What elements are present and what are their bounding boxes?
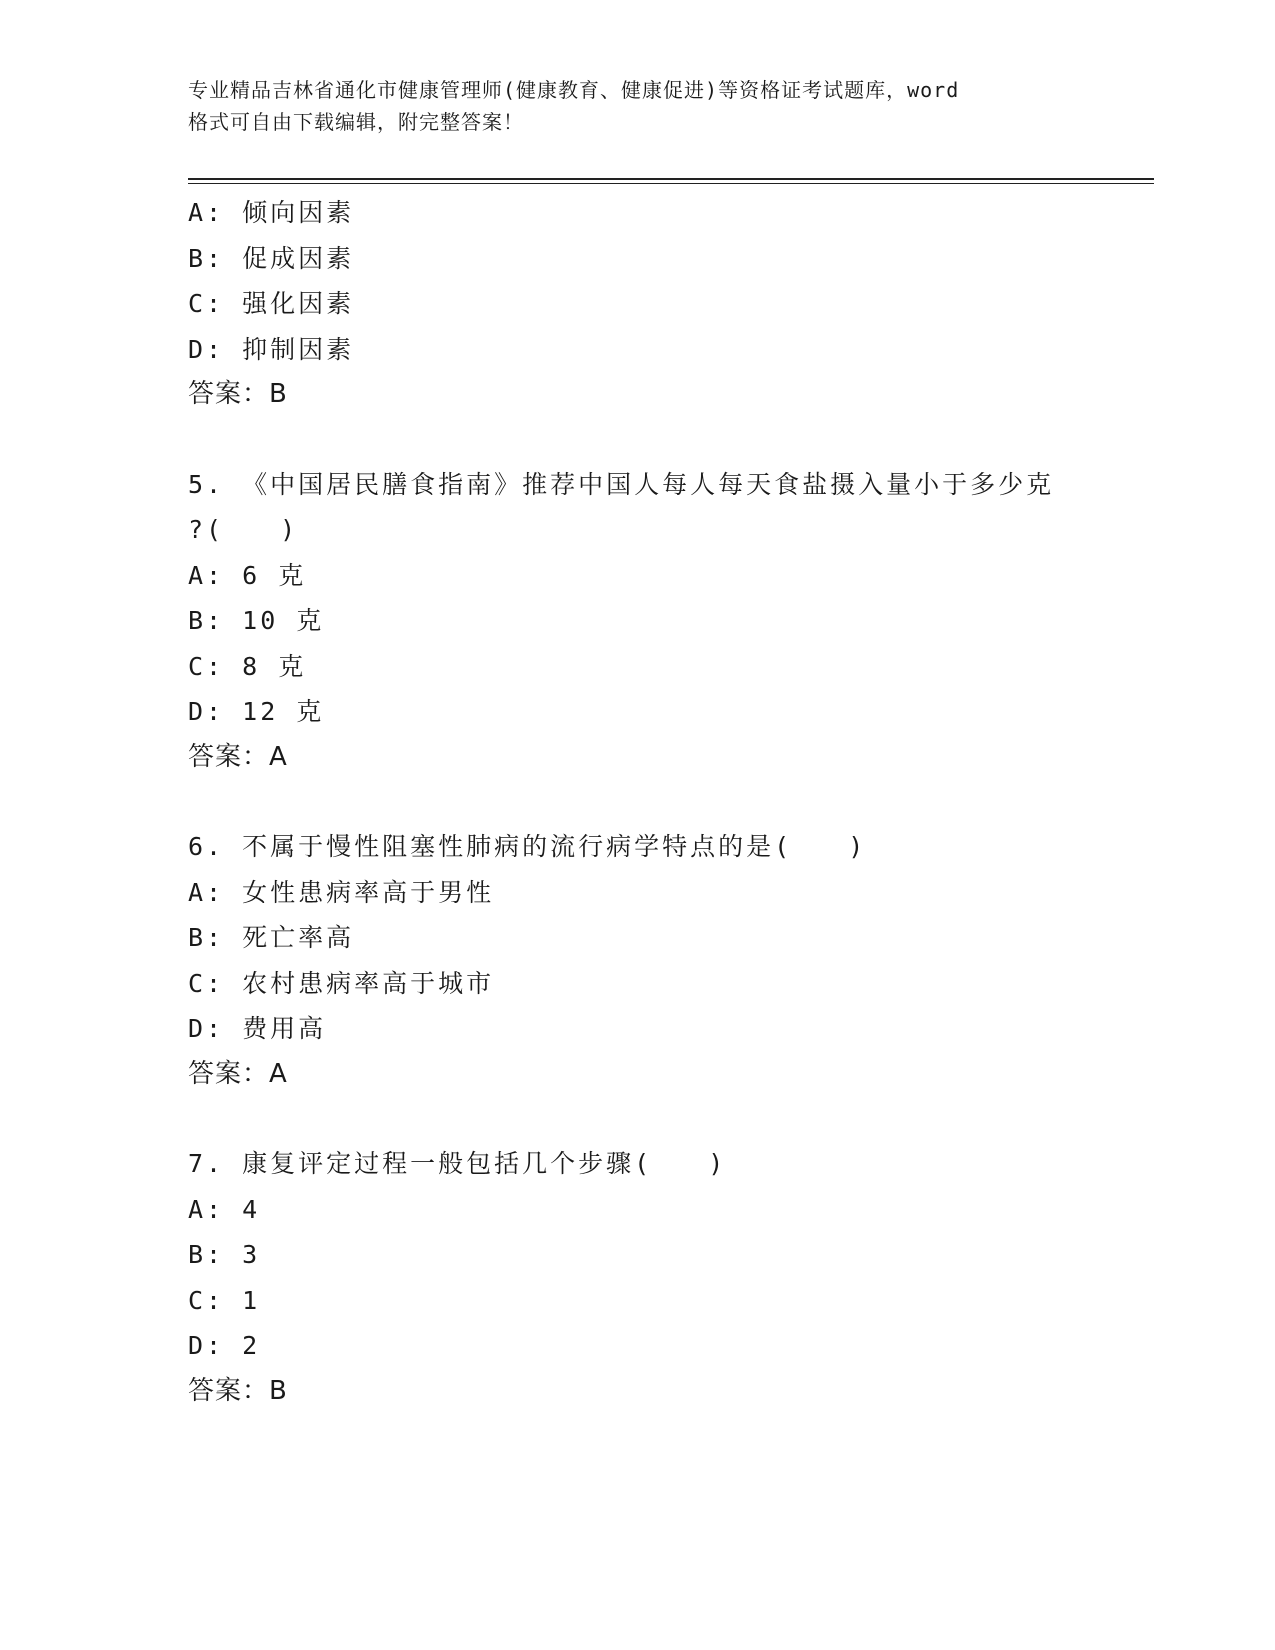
option-a: A: 4 <box>188 1194 261 1224</box>
option-c: C: 强化因素 <box>188 289 355 318</box>
header-divider-thick <box>188 178 1154 180</box>
option-b: B: 死亡率高 <box>188 923 355 952</box>
question-stem: 7. 康复评定过程一般包括几个步骤( ) <box>188 1149 727 1178</box>
question-7 <box>188 1141 1154 1414</box>
header-line-2: 格式可自由下载编辑，附完整答案！ <box>188 110 524 134</box>
question-6 <box>188 824 1154 1097</box>
option-a: A: 倾向因素 <box>188 198 355 227</box>
answer: 答案：B <box>188 379 288 409</box>
option-b: B: 10 克 <box>188 606 325 635</box>
option-a: A: 女性患病率高于男性 <box>188 877 495 907</box>
question-list <box>188 190 1154 1414</box>
option-b: B: 促成因素 <box>188 243 355 273</box>
header-divider-thin <box>188 183 1154 184</box>
option-c: C: 1 <box>188 1285 261 1315</box>
option-b: B: 3 <box>188 1240 261 1269</box>
option-d: D: 12 克 <box>188 697 325 726</box>
question-stem-continued: ?( ) <box>188 515 299 544</box>
option-d: D: 2 <box>188 1331 261 1360</box>
document-header <box>188 74 1098 138</box>
answer: 答案：B <box>188 1375 288 1406</box>
option-c: C: 农村患病率高于城市 <box>188 968 495 998</box>
option-d: D: 抑制因素 <box>188 334 355 364</box>
question-stem: 5. 《中国居民膳食指南》推荐中国人每人每天食盐摄入量小于多少克 <box>188 469 1055 499</box>
answer: 答案：A <box>188 741 288 772</box>
header-line-1: 专业精品吉林省通化市健康管理师(健康教育、健康促进)等资格证考试题库，word <box>188 78 960 102</box>
option-c: C: 8 克 <box>188 651 307 681</box>
question-stem: 6. 不属于慢性阻塞性肺病的流行病学特点的是( ) <box>188 832 867 861</box>
question-4 <box>188 190 1154 418</box>
question-5 <box>188 462 1154 781</box>
option-a: A: 6 克 <box>188 560 307 590</box>
option-d: D: 费用高 <box>188 1014 327 1043</box>
answer: 答案：A <box>188 1058 288 1089</box>
